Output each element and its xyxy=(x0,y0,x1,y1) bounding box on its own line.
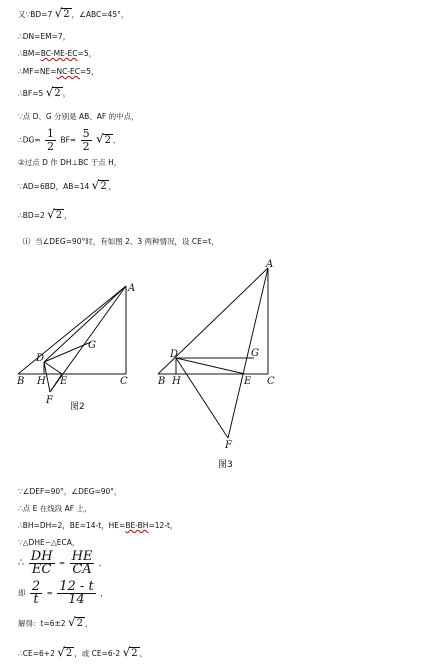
text: ∴MF=NE= xyxy=(18,67,57,76)
line-bf xyxy=(18,87,70,99)
text: ， xyxy=(113,135,121,145)
fraction-dh-ec xyxy=(29,551,55,576)
text: ∴BM= xyxy=(18,49,41,58)
fraction-half xyxy=(45,128,56,153)
line-ad-ab xyxy=(18,180,116,192)
numerator: DH xyxy=(30,549,53,564)
fraction-five-halves xyxy=(81,128,92,153)
text: ， xyxy=(62,89,71,98)
text: =5， xyxy=(80,67,99,76)
sqrt-sign: √ xyxy=(122,645,131,659)
segment-da-diagonal xyxy=(44,286,126,362)
text: ∵∠DEF=90°，∠DEG=90°， xyxy=(18,487,122,496)
segment-fa xyxy=(228,268,268,438)
text: ∴点 E 在线段 AF 上， xyxy=(18,504,92,513)
line-midpoints xyxy=(18,112,139,122)
fraction-2-t xyxy=(30,581,42,606)
text: （ⅰ）当∠DEG=90°时，有如图 2、3 两种情况，设 CE=t， xyxy=(18,237,219,246)
label-d: D xyxy=(170,349,179,360)
line-mf xyxy=(18,67,99,77)
denominator: 14 xyxy=(68,592,85,607)
fraction-he-ca xyxy=(70,551,95,576)
label-h: H xyxy=(37,376,46,387)
line-angles xyxy=(18,487,122,497)
label-c: C xyxy=(267,376,275,387)
segment-de xyxy=(176,358,245,374)
text: ， xyxy=(100,588,108,598)
label-b: B xyxy=(158,376,166,387)
sqrt-sign: √ xyxy=(45,85,54,99)
text: ∴CE=6+2 xyxy=(18,649,55,658)
radicand: 2 xyxy=(55,210,63,221)
text: ， xyxy=(108,182,117,191)
radicand: 2 xyxy=(76,618,83,629)
text: ∴ xyxy=(18,557,25,569)
numerator: 5 xyxy=(82,127,90,140)
figure-3-caption: 图3 xyxy=(218,460,233,470)
label-g: G xyxy=(251,348,259,359)
wavy-underlined-text: BC-ME-EC xyxy=(40,49,78,58)
text: ， xyxy=(64,211,72,220)
line-bm xyxy=(18,49,96,59)
radicand: 2 xyxy=(54,88,61,99)
line-ce-result xyxy=(18,647,147,659)
sqrt-sign: √ xyxy=(95,131,104,146)
segment-de xyxy=(44,362,62,374)
text: ， xyxy=(139,649,148,658)
label-e: E xyxy=(60,376,68,387)
radicand: 2 xyxy=(65,648,73,659)
sqrt-sign: √ xyxy=(67,615,76,629)
segment-df xyxy=(176,358,228,438)
numerator: HE xyxy=(71,549,93,564)
text: ∴DG= xyxy=(18,135,41,145)
line-dh xyxy=(18,158,121,168)
text: ∵点 D、G 分别是 AB、AF 的中点， xyxy=(18,112,139,121)
line-equation xyxy=(18,581,108,606)
equals: = xyxy=(46,588,53,598)
label-a: A xyxy=(128,283,136,294)
line-e-on-af xyxy=(18,504,92,514)
label-f: F xyxy=(225,440,232,451)
line-case-i xyxy=(18,237,219,247)
text: 解得：t=6±2 xyxy=(18,619,66,628)
sqrt-sign: √ xyxy=(47,207,55,221)
line-bd2 xyxy=(18,209,72,221)
label-c: C xyxy=(120,376,128,387)
line-solution xyxy=(18,617,92,629)
text: ， xyxy=(98,558,107,568)
text: 即 xyxy=(18,588,26,598)
denominator: EC xyxy=(31,562,52,577)
label-b: B xyxy=(17,376,25,387)
wavy-underlined-text: NC-EC xyxy=(56,67,81,76)
label-g: G xyxy=(88,340,96,351)
line-dg xyxy=(18,128,121,153)
text: ，或 CE=6-2 xyxy=(74,649,121,658)
text: ∴DN=EM=7， xyxy=(18,32,71,41)
text: ， xyxy=(84,619,93,628)
line-ratio xyxy=(18,551,106,576)
denominator: CA xyxy=(72,562,92,577)
sqrt-sign: √ xyxy=(91,178,100,192)
radicand: 2 xyxy=(100,181,107,192)
denominator: 2 xyxy=(47,140,55,153)
denominator: t xyxy=(33,592,39,607)
label-e: E xyxy=(244,376,252,387)
label-f: F xyxy=(46,395,53,406)
text: ∴BF=5 xyxy=(18,89,44,98)
sqrt-sign: √ xyxy=(57,645,65,659)
denominator: 2 xyxy=(82,140,90,153)
line-similar xyxy=(18,538,79,548)
line-dn-em xyxy=(18,32,70,42)
radicand: 2 xyxy=(63,9,70,20)
text: ∴BD=2 xyxy=(18,211,45,220)
text: ∵AD=6BD，AB=14 xyxy=(18,182,90,191)
equals: = xyxy=(58,558,66,568)
text: =12-t， xyxy=(148,521,178,530)
label-a: A xyxy=(266,259,274,270)
fraction-12-t-14 xyxy=(57,581,95,606)
numerator: 1 xyxy=(47,127,55,140)
figure-2-caption: 图2 xyxy=(70,402,85,412)
line-bd xyxy=(18,8,128,20)
text: ，∠ABC=45°， xyxy=(71,10,129,19)
label-d: D xyxy=(36,353,45,364)
figure-3 xyxy=(158,258,288,458)
numerator: 12 - t xyxy=(59,579,94,594)
figure-2 xyxy=(18,278,148,418)
text: 又∵BD=7 xyxy=(18,10,53,19)
numerator: 2 xyxy=(31,579,41,594)
line-bh xyxy=(18,521,177,531)
text: BF= xyxy=(60,135,77,145)
radicand: 2 xyxy=(131,648,138,659)
label-h: H xyxy=(172,376,181,387)
sqrt-sign: √ xyxy=(54,6,63,20)
radicand: 2 xyxy=(104,134,111,146)
text: ∴BH=DH=2，BE=14-t，HE= xyxy=(18,521,126,530)
text: =5， xyxy=(77,49,97,58)
text: ∵△DHE∽△ECA， xyxy=(18,538,80,547)
wavy-underlined-text: BE-BH xyxy=(125,521,149,530)
text: ②过点 D 作 DH⊥BC 于点 H， xyxy=(18,158,122,167)
